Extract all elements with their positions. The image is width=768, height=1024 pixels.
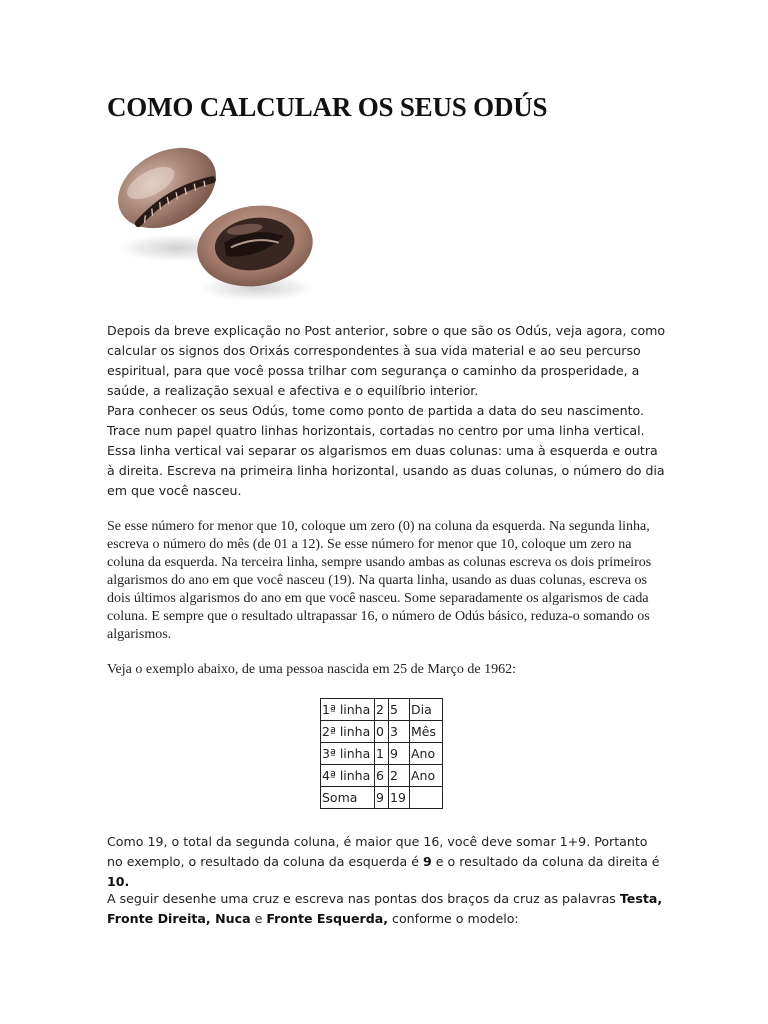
- table-cell: Soma: [321, 787, 375, 809]
- table-cell: 2: [375, 699, 389, 721]
- table-cell: Mês: [410, 721, 443, 743]
- example-table: [320, 698, 443, 809]
- table-cell: 9: [375, 787, 389, 809]
- table-cell: Ano: [410, 765, 443, 787]
- right-column-result: 10.: [107, 874, 130, 889]
- page-title: COMO CALCULAR OS SEUS ODÚS: [107, 92, 548, 122]
- table-cell: 1: [375, 743, 389, 765]
- table-cell: 4ª linha: [321, 765, 375, 787]
- cross-paragraph: [107, 889, 667, 929]
- table-cell: 1ª linha: [321, 699, 375, 721]
- table-cell: Ano: [410, 743, 443, 765]
- intro-paragraph: [107, 321, 667, 501]
- table-cell: [410, 787, 443, 809]
- method-paragraph: Se esse número for menor que 10, coloque um zero (0) na coluna da esquerda. Na segunda linha, escreva o número do mês (de 01 a 12). Se esse número for menor que 10, coloque um zero na coluna da esquerda. Na terceira linha, sempre usando ambas as colunas escreva os dois primeiros algarismos do ano em que você nasceu (19). Na quarta linha, usando as duas colunas, escreva os dois últimos algarismos do ano em que você nasceu. Some separadamente os algarismos de cada coluna. E sempre que o resultado ultrapassar 16, o número de Odús básico, reduza-o somando os algarismos.: [107, 519, 652, 642]
- example-intro-paragraph: Veja o exemplo abaixo, de uma pessoa nascida em 25 de Março de 1962:: [107, 662, 516, 677]
- cowrie-shells-image: [107, 128, 322, 310]
- table-row: [321, 743, 443, 765]
- word-testa: Testa,: [619, 891, 663, 906]
- left-column-result: 9: [422, 854, 432, 869]
- table-cell: 5: [389, 699, 410, 721]
- result-text: [107, 832, 667, 892]
- table-cell: 19: [389, 787, 410, 809]
- cross-text-part: conforme o modelo:: [388, 911, 519, 926]
- table-cell: 2: [389, 765, 410, 787]
- table-cell: 3ª linha: [321, 743, 375, 765]
- cross-text-part: e: [250, 911, 267, 926]
- table-cell: 9: [389, 743, 410, 765]
- table-cell: 0: [375, 721, 389, 743]
- result-text-part: e o resultado da coluna da direita é: [431, 854, 660, 869]
- table-cell: Dia: [410, 699, 443, 721]
- cross-text: [107, 889, 667, 929]
- table-cell: 2ª linha: [321, 721, 375, 743]
- cross-text-part: A seguir desenhe uma cruz e escreva nas pontas dos braços da cruz as palavras: [107, 891, 620, 906]
- intro-text: Depois da breve explicação no Post anterior, sobre o que são os Odús, veja agora, como calcular os signos dos Orixás correspondentes à sua vida material e ao seu percurso espiritual, para que você possa trilhar com segurança o caminho da prosperidade, a saúde, a realização sexual e afectiva e o equilíbrio interior.: [107, 323, 666, 398]
- table-cell: 3: [389, 721, 410, 743]
- instructions-text: Para conhecer os seus Odús, tome como ponto de partida a data do seu nascimento. Trace num papel quatro linhas horizontais, cortadas no centro por uma linha vertical. Essa linha vertical vai separar os algarismos em duas colunas: uma à esquerda e outra à direita. Escreva na primeira linha horizontal, usando as duas colunas, o número do dia em que você nasceu.: [107, 403, 665, 498]
- word-fronte-direita-nuca: Fronte Direita, Nuca: [107, 911, 251, 926]
- table-row: [321, 699, 443, 721]
- table-row: [321, 721, 443, 743]
- table-row: [321, 787, 443, 809]
- result-text-part: Como 19, o total da segunda coluna, é maior que 16, você deve somar 1+9. Portanto no exemplo, o resultado da coluna da esquerda é: [107, 834, 648, 869]
- table-row: [321, 765, 443, 787]
- table-cell: 6: [375, 765, 389, 787]
- result-paragraph: [107, 832, 667, 892]
- word-fronte-esquerda: Fronte Esquerda,: [266, 911, 389, 926]
